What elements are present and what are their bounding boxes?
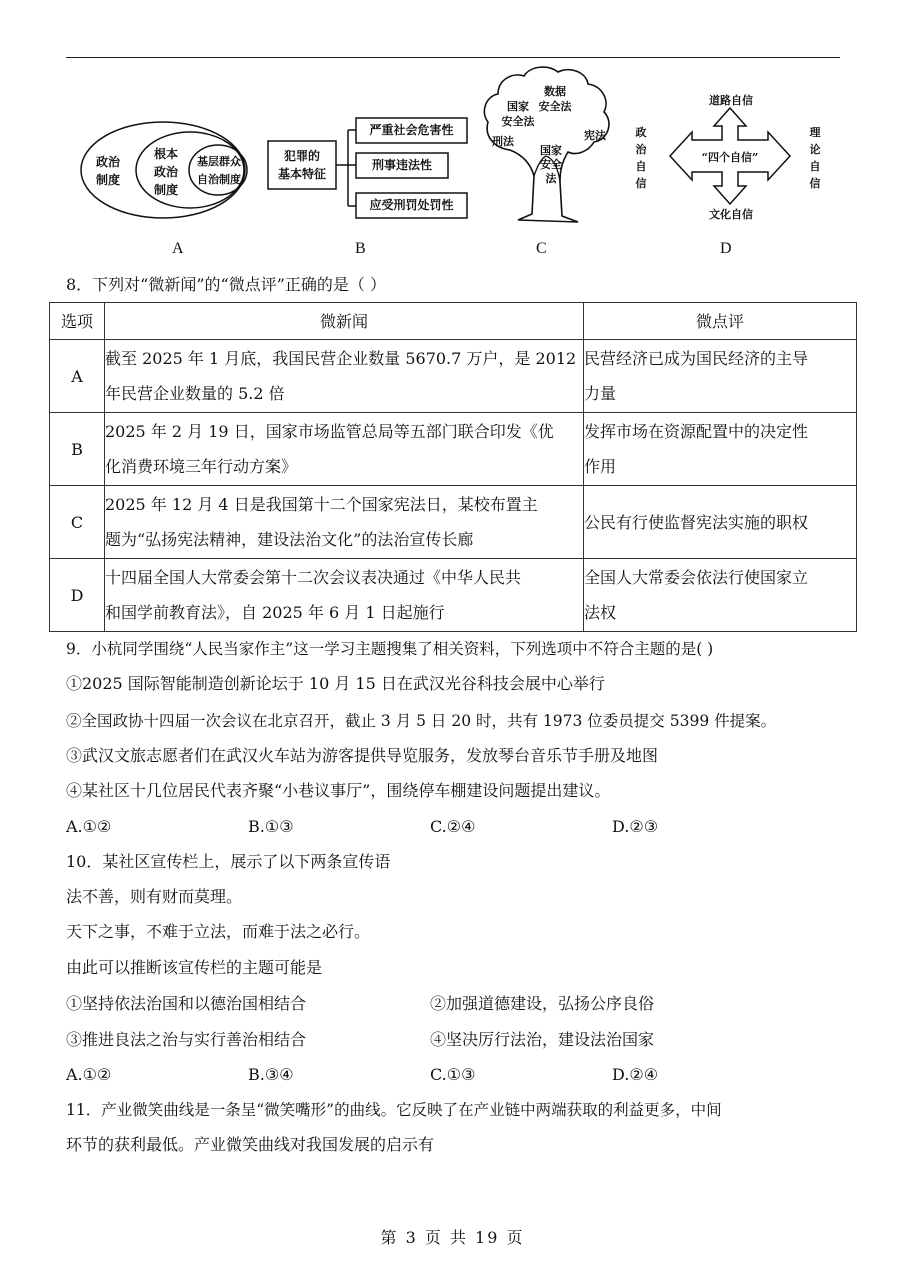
q10-quote-1: 法不善，则有财而莫理。 xyxy=(66,887,243,906)
q10-lead: 由此可以推断该宣传栏的主题可能是 xyxy=(66,958,323,977)
q8-option: B xyxy=(50,413,105,486)
figure-d-right: 理 论 自 信 xyxy=(809,126,821,190)
q8-header-news: 微新闻 xyxy=(105,303,584,340)
header-rule xyxy=(66,57,840,58)
q8-option: A xyxy=(50,340,105,413)
q9-item: ②全国政协十四届一次会议在北京召开，截止 3 月 5 日 20 时，共有 1973 位委员提交 5399 件提案。 xyxy=(66,712,777,730)
table-row xyxy=(50,486,857,559)
q9-option-d: D.②③ xyxy=(612,817,659,836)
figure-d-bottom: 文化自信 xyxy=(709,208,753,221)
q8-comment: 公民有行使监督宪法实施的职权 xyxy=(584,486,857,559)
q10-stem: 10．某社区宣传栏上，展示了以下两条宣传语 xyxy=(66,852,391,871)
figure-a-letter: A xyxy=(172,240,184,257)
figure-c-letter: C xyxy=(536,240,547,257)
q10-item: ①坚持依法治国和以德治国相结合 xyxy=(66,994,307,1013)
figure-b-item: 刑事违法性 xyxy=(371,158,432,172)
q8-header-comment: 微点评 xyxy=(584,303,857,340)
q8-news: 2025 年 2 月 19 日，国家市场监管总局等五部门联合印发《优 化消费环境三年行动方案》 xyxy=(105,413,584,486)
page-footer: 第 3 页 共 19 页 xyxy=(380,1228,525,1247)
q8-option: C xyxy=(50,486,105,559)
q9-option-b: B.①③ xyxy=(248,817,294,836)
q11-line-2: 环节的获利最低。产业微笑曲线对我国发展的启示有 xyxy=(66,1135,435,1154)
figure-b-item: 应受刑罚处罚性 xyxy=(369,198,454,212)
figure-a xyxy=(78,110,258,240)
q8-comment: 民营经济已成为国民经济的主导 力量 xyxy=(584,340,857,413)
q9-item: ③武汉文旅志愿者们在武汉火车站为游客提供导览服务，发放琴台音乐节手册及地图 xyxy=(66,746,659,765)
figure-c-label-guojia: 国家 安全法 xyxy=(501,100,535,128)
figure-a-outer-label: 政治 制度 xyxy=(95,155,120,187)
q8-header-option: 选项 xyxy=(50,303,105,340)
q9-stem: 9．小杭同学围绕“人民当家作主”这一学习主题搜集了相关资料，下列选项中不符合主题的是( ) xyxy=(66,640,714,658)
figure-b-item: 严重社会危害性 xyxy=(369,123,454,137)
q10-quote-2: 天下之事，不难于立法，而难于法之必行。 xyxy=(66,922,371,941)
table-row xyxy=(50,559,857,632)
table-row xyxy=(50,340,857,413)
q8-news: 截至 2025 年 1 月底，我国民营企业数量 5670.7 万户，是 2012 年民营企业数量的 5.2 倍 xyxy=(105,340,584,413)
figure-d-letter: D xyxy=(720,240,732,257)
q9-option-c: C.②④ xyxy=(430,817,476,836)
q10-option-b: B.③④ xyxy=(248,1065,294,1084)
figure-c-label-xingfa: 刑法 xyxy=(492,135,514,148)
figure-c-label-shuju: 数据 安全法 xyxy=(538,85,572,113)
q8-news: 2025 年 12 月 4 日是我国第十二个国家宪法日，某校布置主 题为“弘扬宪法精神，建设法治文化”的法治宣传长廊 xyxy=(105,486,584,559)
figure-b-root: 犯罪的 基本特征 xyxy=(277,149,326,181)
q10-option-d: D.②④ xyxy=(612,1065,659,1084)
q11-line-1: 11．产业微笑曲线是一条呈“微笑嘴形”的曲线。它反映了在产业链中两端获取的利益更多，中间 xyxy=(66,1101,722,1119)
table-row xyxy=(50,413,857,486)
figure-b xyxy=(268,112,478,222)
q10-option-a: A.①② xyxy=(66,1065,112,1084)
figure-c-label-xianfa: 宪法 xyxy=(584,129,606,142)
figure-a-middle-label: 根本 政治 制度 xyxy=(153,147,178,197)
q10-option-c: C.①③ xyxy=(430,1065,476,1084)
figure-c xyxy=(480,66,620,236)
q8-header-row xyxy=(50,303,857,340)
q9-option-a: A.①② xyxy=(66,817,112,836)
figure-b-letter: B xyxy=(355,240,366,257)
figure-d-center: “四个自信” xyxy=(701,151,759,164)
q9-item: ①2025 国际智能制造创新论坛于 10 月 15 日在武汉光谷科技会展中心举行 xyxy=(66,674,605,693)
figure-d xyxy=(632,92,828,232)
q8-comment: 发挥市场在资源配置中的决定性 作用 xyxy=(584,413,857,486)
q8-stem: 8．下列对“微新闻”的“微点评”正确的是（ ） xyxy=(66,275,386,294)
figure-c-trunk-label: 国家 安全 法 xyxy=(540,144,562,185)
q10-item: ②加强道德建设，弘扬公序良俗 xyxy=(430,994,655,1013)
q10-item: ③推进良法之治与实行善治相结合 xyxy=(66,1030,307,1049)
figure-d-left: 政 治 自 信 xyxy=(635,126,647,190)
q8-option: D xyxy=(50,559,105,632)
q8-comment: 全国人大常委会依法行使国家立 法权 xyxy=(584,559,857,632)
q8-table xyxy=(49,302,857,632)
figure-a-inner-label: 基层群众 自治制度 xyxy=(197,155,241,186)
q10-item: ④坚决厉行法治，建设法治国家 xyxy=(430,1030,655,1049)
q8-news: 十四届全国人大常委会第十二次会议表决通过《中华人民共 和国学前教育法》，自 2025 年 6 月 1 日起施行 xyxy=(105,559,584,632)
q9-item: ④某社区十几位居民代表齐聚“小巷议事厅”，围绕停车棚建设问题提出建议。 xyxy=(66,781,611,800)
figure-d-top: 道路自信 xyxy=(709,94,753,107)
